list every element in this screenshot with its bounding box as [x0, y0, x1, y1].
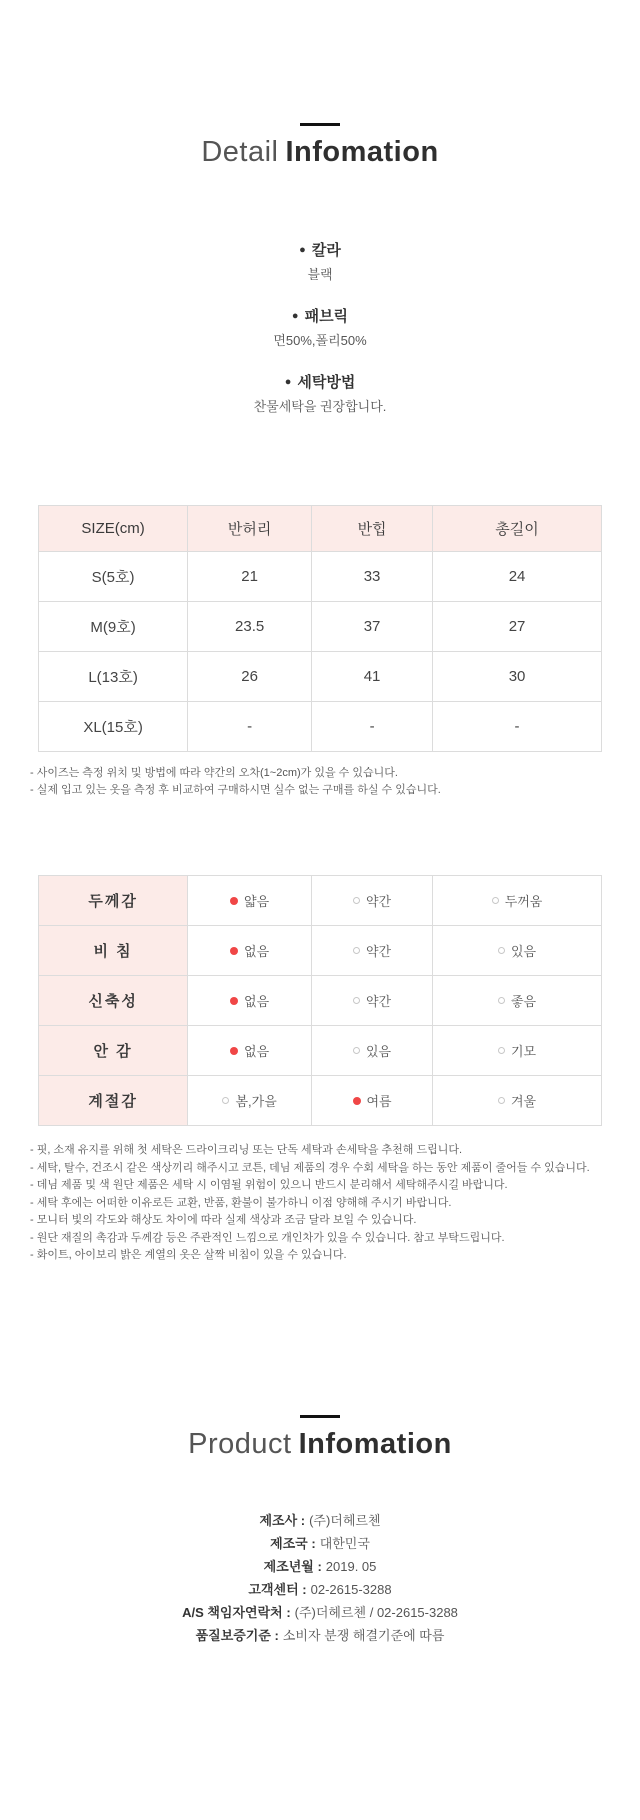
note-line: - 화이트, 아이보리 밝은 계열의 옷은 살짝 비침이 있을 수 있습니다.: [30, 1249, 347, 1261]
radio-dot-icon: [230, 1047, 238, 1055]
feature-option: [188, 926, 312, 976]
feature-option-label: 없음: [244, 994, 270, 1009]
attribute-value: 찬물세탁을 권장합니다.: [253, 399, 387, 414]
feature-label: 신축성: [39, 976, 188, 1026]
size-cell: S(5호): [39, 552, 188, 602]
value-cell: 23.5: [188, 602, 312, 652]
radio-dot-icon: [498, 1047, 505, 1054]
feature-option: [433, 976, 602, 1026]
feature-option-label: 있음: [510, 944, 537, 959]
feature-option-label: 없음: [244, 1044, 270, 1059]
feature-row-elasticity: [39, 976, 602, 1026]
feature-option-label: 얇음: [244, 894, 270, 909]
feature-label: 계절감: [39, 1076, 188, 1126]
product-info-value: 대한민국: [319, 1535, 370, 1551]
product-info-value: 2019. 05: [325, 1558, 377, 1574]
product-info-label: A/S 책임자연락처 :: [182, 1604, 291, 1620]
attribute-color: [0, 239, 640, 283]
feature-row-thickness: [39, 876, 602, 926]
value-cell: -: [188, 702, 312, 752]
value-cell: 41: [312, 652, 433, 702]
feature-option: [433, 926, 602, 976]
feature-option: [433, 876, 602, 926]
feature-option-label: 봄,가을: [235, 1094, 277, 1109]
radio-dot-icon: [498, 947, 505, 954]
size-header-hip: 반힙: [312, 506, 433, 552]
size-cell: M(9호): [39, 602, 188, 652]
size-cell: L(13호): [39, 652, 188, 702]
product-section-title: [0, 1428, 640, 1461]
product-info-manufacturer: [0, 1509, 640, 1532]
feature-option-label: 좋음: [510, 994, 537, 1009]
radio-dot-icon: [353, 947, 360, 954]
feature-option-label: 약간: [366, 894, 392, 909]
feature-option: [433, 1026, 602, 1076]
feature-row-season: [39, 1076, 602, 1126]
value-cell: 24: [433, 552, 602, 602]
feature-option: [312, 976, 433, 1026]
feature-option-label: 여름: [366, 1094, 392, 1109]
feature-label: 안 감: [39, 1026, 188, 1076]
care-notes: [30, 1142, 610, 1265]
product-attributes: [0, 239, 640, 415]
product-info-warranty: [0, 1624, 640, 1647]
value-cell: 33: [312, 552, 433, 602]
table-row: [39, 702, 602, 752]
value-cell: -: [433, 702, 602, 752]
attribute-fabric: [0, 305, 640, 349]
radio-dot-icon: [230, 897, 238, 905]
feature-option-label: 겨울: [510, 1094, 537, 1109]
product-info-label: 고객센터 :: [248, 1581, 307, 1597]
product-title-light: Product: [188, 1427, 292, 1460]
note-line: - 사이즈는 측정 위치 및 방법에 따라 약간의 오차(1~2cm)가 있을 수 있습니다.: [30, 767, 398, 779]
feature-option: [188, 976, 312, 1026]
note-line: - 모니터 빛의 각도와 해상도 차이에 따라 실제 색상과 조금 달라 보일 수 있습니다.: [30, 1214, 417, 1226]
size-table: [38, 505, 602, 752]
product-info-value: 소비자 분쟁 해결기준에 따름: [282, 1627, 445, 1643]
radio-dot-icon: [492, 897, 499, 904]
radio-dot-icon: [353, 997, 360, 1004]
detail-title-light: Detail: [201, 136, 279, 168]
feature-option: [312, 876, 433, 926]
feature-option: [188, 1076, 312, 1126]
section-divider-line: [300, 123, 340, 126]
detail-title-bold: Infomation: [285, 136, 439, 168]
radio-dot-icon: [230, 947, 238, 955]
feature-option: [312, 1026, 433, 1076]
value-cell: 30: [433, 652, 602, 702]
note-line: - 실제 입고 있는 옷을 측정 후 비교하여 구매하시면 실수 없는 구매를 하실 수 있습니다.: [30, 784, 441, 796]
value-cell: 21: [188, 552, 312, 602]
product-info-value: 02-2615-3288: [310, 1581, 392, 1597]
feature-label: 비 침: [39, 926, 188, 976]
feature-option-label: 없음: [244, 944, 270, 959]
table-row: [39, 652, 602, 702]
feature-option: [312, 1076, 433, 1126]
feature-option-label: 있음: [366, 1044, 392, 1059]
product-info-label: 품질보증기준 :: [195, 1627, 279, 1643]
product-info-date: [0, 1555, 640, 1578]
attribute-label-text: 패브릭: [304, 308, 349, 325]
product-info-value: (주)더헤르첸 / 02-2615-3288: [294, 1604, 458, 1620]
feature-option-label: 약간: [366, 994, 392, 1009]
product-info-label: 제조년월 :: [263, 1558, 322, 1574]
attribute-label: [0, 239, 640, 260]
radio-dot-icon: [222, 1097, 229, 1104]
table-row: [39, 602, 602, 652]
product-info: [0, 1509, 640, 1647]
attribute-label-text: 칼라: [311, 242, 341, 259]
note-line: - 세탁, 탈수, 건조시 같은 색상끼리 해주시고 코튼, 데님 제품의 경우 수회 세탁을 하는 동안 제품이 줄어들 수 있습니다.: [30, 1161, 590, 1174]
note-line: - 핏, 소재 유지를 위해 첫 세탁은 드라이크리닝 또는 단독 세탁과 손세탁을 추천해 드립니다.: [30, 1144, 463, 1156]
product-info-value: (주)더헤르첸: [309, 1512, 381, 1528]
feature-option-label: 기모: [510, 1044, 537, 1059]
bullet-icon: ●: [284, 376, 292, 388]
radio-dot-icon: [353, 897, 360, 904]
radio-dot-icon: [353, 1097, 361, 1105]
bullet-icon: ●: [291, 310, 299, 322]
feature-row-lining: [39, 1026, 602, 1076]
size-header-waist: 반허리: [188, 506, 312, 552]
value-cell: -: [312, 702, 433, 752]
radio-dot-icon: [498, 997, 505, 1004]
radio-dot-icon: [230, 997, 238, 1005]
feature-row-sheerness: [39, 926, 602, 976]
note-line: - 원단 재질의 촉감과 두께감 등은 주관적인 느낌으로 개인차가 있을 수 있습니다. 참고 부탁드립니다.: [30, 1231, 505, 1244]
product-info-label: 제조사 :: [259, 1512, 306, 1528]
size-header-length: 총길이: [433, 506, 602, 552]
product-info-label: 제조국 :: [270, 1535, 316, 1551]
detail-section-title: [0, 136, 640, 169]
feature-option: [433, 1076, 602, 1126]
attribute-washing: [0, 371, 640, 415]
product-info-country: [0, 1532, 640, 1555]
bullet-icon: ●: [299, 244, 306, 256]
table-row: [39, 552, 602, 602]
attribute-label-text: 세탁방법: [297, 374, 356, 391]
product-title-bold: Infomation: [298, 1427, 452, 1460]
note-line: - 세탁 후에는 어떠한 이유로든 교환, 반품, 환불이 불가하니 이점 양해해 주시기 바랍니다.: [30, 1196, 452, 1209]
size-table-header-row: [39, 506, 602, 552]
value-cell: 27: [433, 602, 602, 652]
value-cell: 26: [188, 652, 312, 702]
feature-option: [188, 1026, 312, 1076]
size-cell: XL(15호): [39, 702, 188, 752]
radio-dot-icon: [353, 1047, 360, 1054]
attribute-value: 블랙: [307, 267, 333, 282]
feature-option: [312, 926, 433, 976]
product-info-as-contact: [0, 1601, 640, 1624]
attribute-label: [0, 305, 640, 326]
note-line: - 데님 제품 및 색 원단 제품은 세탁 시 이염될 위험이 있으니 반드시 분리해서 세탁해주시길 바랍니다.: [30, 1179, 508, 1191]
size-notes: [30, 765, 610, 799]
section-divider-line: [300, 1415, 340, 1418]
feature-table: [38, 875, 602, 1126]
feature-option-label: 두꺼움: [504, 894, 543, 909]
attribute-label: [0, 371, 640, 392]
size-header-size: SIZE(cm): [39, 506, 188, 552]
radio-dot-icon: [498, 1097, 505, 1104]
product-info-customer-center: [0, 1578, 640, 1601]
value-cell: 37: [312, 602, 433, 652]
feature-option: [188, 876, 312, 926]
feature-option-label: 약간: [366, 944, 392, 959]
feature-label: 두께감: [39, 876, 188, 926]
attribute-value: 면50%,폴리50%: [273, 333, 367, 348]
